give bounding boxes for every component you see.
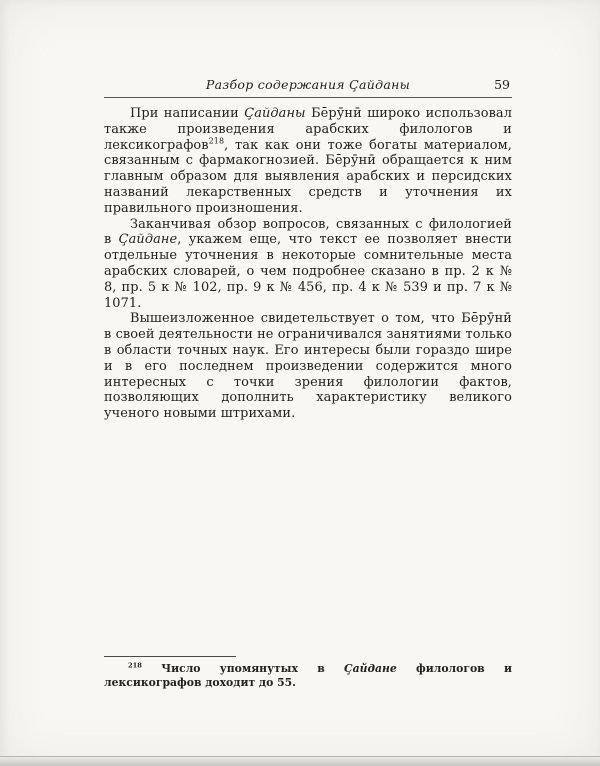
page-number: 59: [494, 77, 510, 92]
text-segment: , так как они тоже богаты материалом, связанным с фармакогнозией. Бēрӯнӣ обращается к ним главным образом для выявления арабских и персидских названий лекарственных средств и уточнения их правильного произношения.: [104, 137, 512, 216]
scan-bottom-edge: [0, 756, 600, 766]
text-segment: При написании: [130, 106, 245, 121]
text-segment: Заканчивая обзор вопросов, связанных с филологией в: [104, 216, 512, 248]
text-segment: Вышеизложенное свидетельствует о том, что Бēрӯнӣ в своей деятельности не ограничивался занятиями только в области точных наук. Его интересы были гораздо шире и в его последнем произведении содержится много интересных с точки зрения филологии фактов, позволяющих дополнить характеристику великого ученого новыми штрихами.: [104, 311, 512, 422]
paragraph: [104, 217, 512, 312]
text-segment: Ҫайдане: [118, 232, 178, 248]
footnote: [104, 662, 512, 689]
paragraph: [104, 311, 512, 422]
text-segment: Ҫайданы: [244, 106, 306, 121]
text-segment: Число упомянутых в: [141, 662, 345, 675]
footnote-rule: [104, 656, 236, 657]
text-segment: Ҫайдане: [344, 662, 397, 675]
running-head: [104, 76, 512, 94]
text-segment: 218: [128, 661, 142, 670]
paragraph: [104, 106, 512, 217]
text-segment: , укажем еще, что текст ее позволяет внести отдельные уточнения в некоторые сомнительные места арабских словарей, о чем подробнее сказано в пр. 2 к № 8, пр. 5 к № 102, пр. 9 к № 456, пр. 4 к № 539 и пр. 7 к № 1071.: [104, 232, 512, 311]
text-segment: филологов и лексикографов доходит до 55.: [104, 662, 512, 689]
running-title: Разбор содержания Ҫайданы: [205, 77, 411, 92]
text-segment: 218: [208, 136, 225, 146]
text-block: [104, 106, 512, 422]
header-rule: [104, 97, 512, 98]
text-segment: Бēрӯнӣ широко использовал также произведения арабских филологов и лексикографов: [104, 106, 512, 153]
